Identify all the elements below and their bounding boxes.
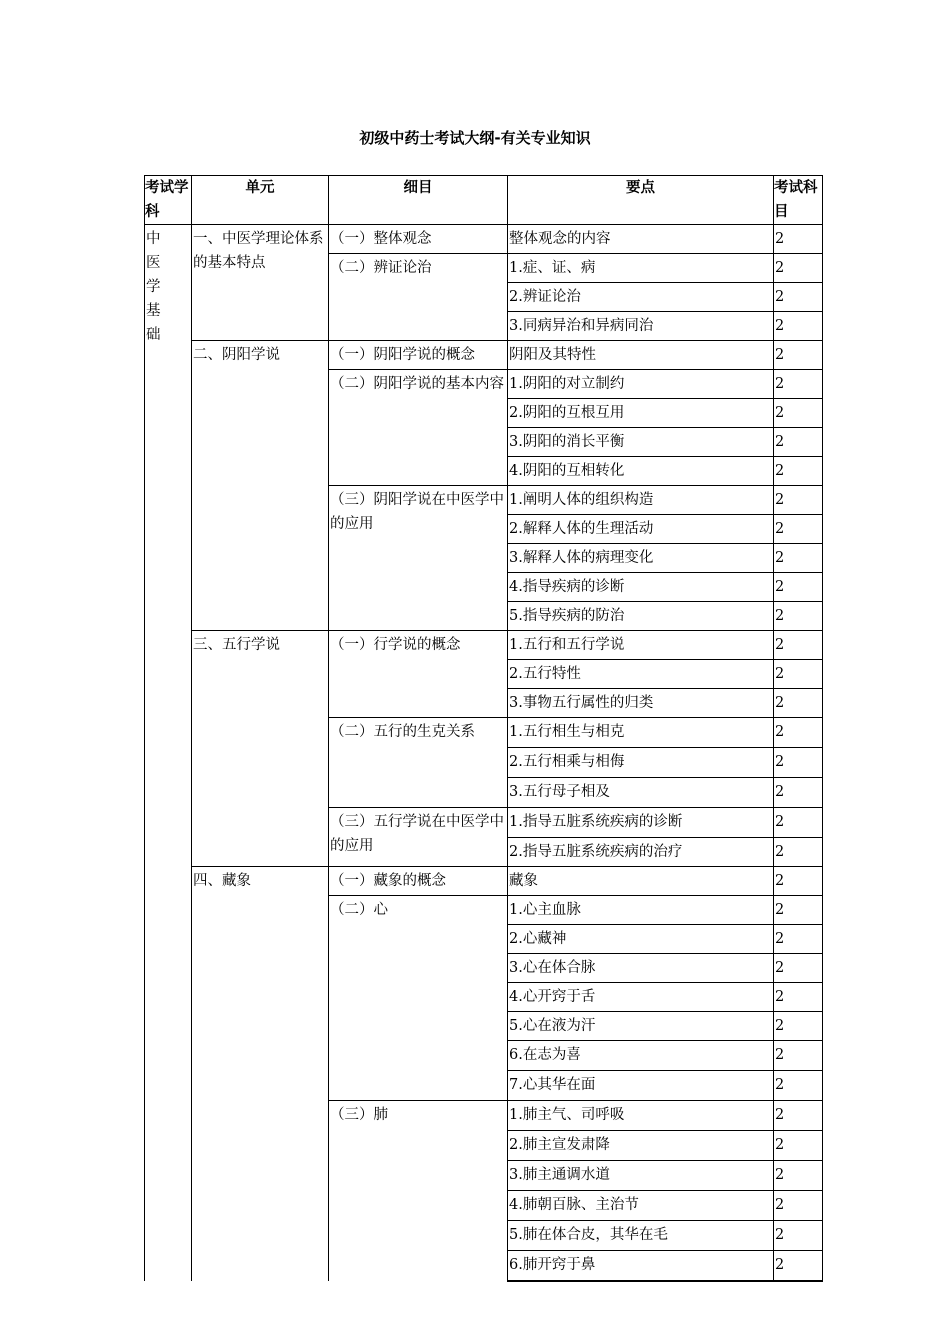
score-cell: 2 (774, 457, 823, 486)
detail-cell: （三）阴阳学说在中医学中的应用 (329, 486, 508, 631)
score-cell: 2 (774, 1041, 823, 1071)
subject-cell (145, 225, 192, 1282)
score-cell: 2 (774, 283, 823, 312)
point-cell: 4.阴阳的互相转化 (508, 457, 774, 486)
point-cell: 7.心其华在面 (508, 1071, 774, 1101)
detail-cell: （二）心 (329, 896, 508, 1101)
detail-cell: （二）辨证论治 (329, 254, 508, 341)
score-cell: 2 (774, 867, 823, 896)
score-cell: 2 (774, 1131, 823, 1161)
point-cell: 4.指导疾病的诊断 (508, 573, 774, 602)
point-cell: 阴阳及其特性 (508, 341, 774, 370)
header-point: 要点 (508, 176, 774, 225)
point-cell: 3.阴阳的消长平衡 (508, 428, 774, 457)
point-cell: 2.五行特性 (508, 660, 774, 689)
point-cell: 1.心主血脉 (508, 896, 774, 925)
point-cell: 1.症、证、病 (508, 254, 774, 283)
score-cell: 2 (774, 1161, 823, 1191)
score-cell: 2 (774, 573, 823, 602)
score-cell: 2 (774, 660, 823, 689)
point-cell: 3.事物五行属性的归类 (508, 689, 774, 718)
point-cell: 1.指导五脏系统疾病的诊断 (508, 808, 774, 838)
point-cell: 5.肺在体合皮，其华在毛 (508, 1221, 774, 1251)
point-cell: 3.同病异治和异病同治 (508, 312, 774, 341)
detail-cell: （一）阴阳学说的概念 (329, 341, 508, 370)
detail-cell: （一）整体观念 (329, 225, 508, 254)
point-cell: 1.阴阳的对立制约 (508, 370, 774, 399)
header-unit: 单元 (192, 176, 329, 225)
detail-cell: （三）肺 (329, 1101, 508, 1282)
point-cell: 5.指导疾病的防治 (508, 602, 774, 631)
point-cell: 6.肺开窍于鼻 (508, 1251, 774, 1282)
score-cell: 2 (774, 1071, 823, 1101)
point-cell: 4.肺朝百脉、主治节 (508, 1191, 774, 1221)
score-cell: 2 (774, 544, 823, 573)
score-cell: 2 (774, 631, 823, 660)
score-cell: 2 (774, 370, 823, 399)
score-cell: 2 (774, 399, 823, 428)
table-row (145, 867, 823, 896)
detail-cell: （三）五行学说在中医学中的应用 (329, 808, 508, 867)
point-cell: 2.阴阳的互根互用 (508, 399, 774, 428)
detail-cell: （二）五行的生克关系 (329, 718, 508, 808)
unit-cell: 二、阴阳学说 (192, 341, 329, 631)
point-cell: 2.心藏神 (508, 925, 774, 954)
point-cell: 3.解释人体的病理变化 (508, 544, 774, 573)
detail-cell: （一）行学说的概念 (329, 631, 508, 718)
detail-cell: （二）阴阳学说的基本内容 (329, 370, 508, 486)
header-required: 考试科目 (774, 176, 823, 225)
point-cell: 1.五行和五行学说 (508, 631, 774, 660)
score-cell: 2 (774, 748, 823, 778)
unit-cell: 一、中医学理论体系的基本特点 (192, 225, 329, 341)
score-cell: 2 (774, 602, 823, 631)
point-cell: 藏象 (508, 867, 774, 896)
score-cell: 2 (774, 1221, 823, 1251)
score-cell: 2 (774, 689, 823, 718)
score-cell: 2 (774, 1251, 823, 1282)
score-cell: 2 (774, 225, 823, 254)
score-cell: 2 (774, 778, 823, 808)
point-cell: 2.辨证论治 (508, 283, 774, 312)
point-cell: 2.解释人体的生理活动 (508, 515, 774, 544)
header-detail: 细目 (329, 176, 508, 225)
table-row (145, 631, 823, 660)
point-cell: 整体观念的内容 (508, 225, 774, 254)
point-cell: 1.五行相生与相克 (508, 718, 774, 748)
score-cell: 2 (774, 718, 823, 748)
score-cell: 2 (774, 515, 823, 544)
score-cell: 2 (774, 838, 823, 867)
score-cell: 2 (774, 954, 823, 983)
document-title: 初级中药士考试大纲-有关专业知识 (359, 129, 591, 147)
exam-outline-table (144, 175, 823, 1282)
point-cell: 3.肺主通调水道 (508, 1161, 774, 1191)
score-cell: 2 (774, 808, 823, 838)
table-row (145, 341, 823, 370)
score-cell: 2 (774, 983, 823, 1012)
detail-cell: （一）藏象的概念 (329, 867, 508, 896)
score-cell: 2 (774, 896, 823, 925)
point-cell: 2.五行相乘与相侮 (508, 748, 774, 778)
score-cell: 2 (774, 1012, 823, 1041)
table-row (145, 225, 823, 254)
point-cell: 2.指导五脏系统疾病的治疗 (508, 838, 774, 867)
unit-cell: 四、藏象 (192, 867, 329, 1282)
subject-label: 中医学基础 (146, 231, 161, 343)
point-cell: 1.肺主气、司呼吸 (508, 1101, 774, 1131)
point-cell: 4.心开窍于舌 (508, 983, 774, 1012)
score-cell: 2 (774, 254, 823, 283)
unit-cell: 三、五行学说 (192, 631, 329, 867)
point-cell: 3.心在体合脉 (508, 954, 774, 983)
table-header-row (145, 176, 823, 225)
score-cell: 2 (774, 1191, 823, 1221)
score-cell: 2 (774, 925, 823, 954)
point-cell: 6.在志为喜 (508, 1041, 774, 1071)
point-cell: 5.心在液为汗 (508, 1012, 774, 1041)
point-cell: 2.肺主宣发肃降 (508, 1131, 774, 1161)
point-cell: 1.阐明人体的组织构造 (508, 486, 774, 515)
header-subject: 考试学科 (145, 176, 192, 225)
score-cell: 2 (774, 341, 823, 370)
score-cell: 2 (774, 486, 823, 515)
score-cell: 2 (774, 312, 823, 341)
score-cell: 2 (774, 428, 823, 457)
point-cell: 3.五行母子相及 (508, 778, 774, 808)
score-cell: 2 (774, 1101, 823, 1131)
